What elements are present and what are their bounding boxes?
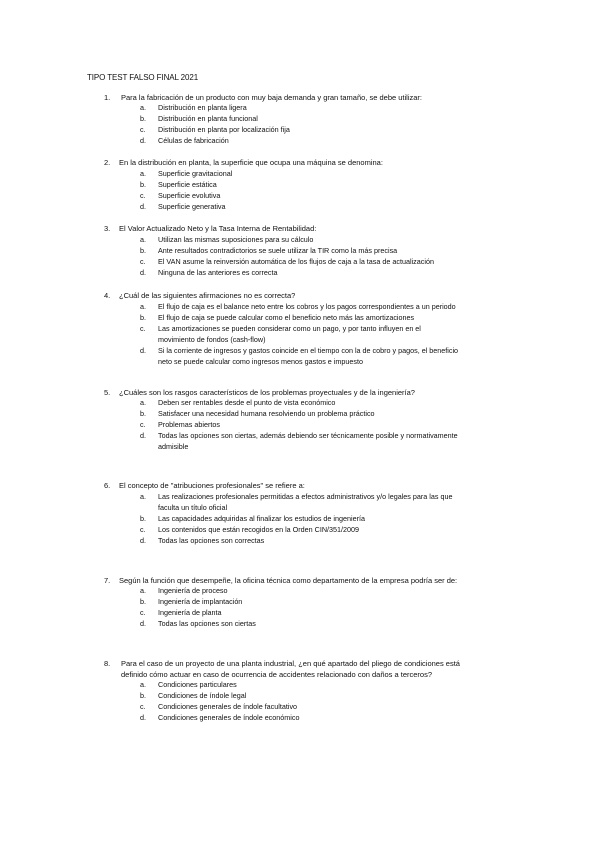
option-letter: d. bbox=[140, 202, 146, 211]
option-letter: b. bbox=[140, 691, 146, 700]
option-text: Si la corriente de ingresos y gastos coincide en el tiempo con la de cobro y pagos, el beneficio bbox=[158, 346, 459, 355]
option-letter: c. bbox=[140, 420, 146, 429]
option-letter: a. bbox=[140, 586, 146, 595]
option-text: Distribución en planta funcional bbox=[158, 114, 258, 123]
option-letter: b. bbox=[140, 597, 146, 606]
option-letter: d. bbox=[140, 713, 146, 722]
option-text: Células de fabricación bbox=[158, 136, 229, 145]
option-text: Todas las opciones son ciertas, además debiendo ser técnicamente posible y normativamente bbox=[158, 431, 458, 440]
option-letter: b. bbox=[140, 514, 146, 523]
option-text: Deben ser rentables desde el punto de vista económico bbox=[158, 398, 336, 407]
option-text: Ante resultados contradictorios se suele utilizar la TIR como la más precisa bbox=[158, 246, 398, 255]
option-letter: a. bbox=[140, 103, 146, 112]
option-text: Los contenidos que están recogidos en la Orden CIN/351/2009 bbox=[158, 525, 359, 534]
question-number: 2. bbox=[104, 158, 111, 167]
option-text: El VAN asume la reinversión automática de los flujos de caja a la tasa de actualización bbox=[158, 257, 434, 266]
option-letter: d. bbox=[140, 536, 146, 545]
option-text: Satisfacer una necesidad humana resolviendo un problema práctico bbox=[158, 409, 375, 418]
option-text: El flujo de caja se puede calcular como el beneficio neto más las amortizaciones bbox=[158, 313, 415, 322]
option-text: Condiciones particulares bbox=[158, 680, 237, 689]
question-text: En la distribución en planta, la superficie que ocupa una máquina se denomina: bbox=[119, 158, 383, 167]
option-text-continued: movimiento de fondos (cash-flow) bbox=[158, 335, 266, 344]
question-text: Para la fabricación de un producto con muy baja demanda y gran tamaño, se debe utilizar: bbox=[121, 93, 423, 102]
question-number: 5. bbox=[104, 388, 111, 397]
option-text: Superficie gravitacional bbox=[158, 169, 233, 178]
option-text: Ingeniería de proceso bbox=[158, 586, 228, 595]
option-text-continued: neto se puede calcular como ingresos menos gastos e impuesto bbox=[158, 357, 363, 366]
option-text: Las amortizaciones se pueden considerar como un pago, y por tanto influyen en el bbox=[158, 324, 421, 333]
option-letter: d. bbox=[140, 431, 146, 440]
option-text: Utilizan las mismas suposiciones para su cálculo bbox=[158, 235, 314, 244]
option-text: Las capacidades adquiridas al finalizar los estudios de ingeniería bbox=[158, 514, 365, 523]
option-letter: c. bbox=[140, 191, 146, 200]
option-letter: c. bbox=[140, 702, 146, 711]
option-letter: d. bbox=[140, 346, 146, 355]
option-letter: c. bbox=[140, 125, 146, 134]
option-text: Superficie estática bbox=[158, 180, 217, 189]
option-text: Distribución en planta ligera bbox=[158, 103, 247, 112]
option-letter: a. bbox=[140, 235, 146, 244]
question-text: El Valor Actualizado Neto y la Tasa Interna de Rentabilidad: bbox=[119, 224, 317, 233]
option-letter: c. bbox=[140, 608, 146, 617]
option-letter: c. bbox=[140, 257, 146, 266]
option-letter: a. bbox=[140, 169, 146, 178]
option-text: Superficie generativa bbox=[158, 202, 226, 211]
option-text: Ingeniería de implantación bbox=[158, 597, 243, 606]
option-text: Ninguna de las anteriores es correcta bbox=[158, 268, 278, 277]
option-letter: a. bbox=[140, 680, 146, 689]
question-number: 6. bbox=[104, 481, 111, 490]
option-text: Todas las opciones son correctas bbox=[158, 536, 265, 545]
question-text: El concepto de "atribuciones profesionales" se refiere a: bbox=[119, 481, 305, 490]
option-letter: b. bbox=[140, 313, 146, 322]
option-text: Condiciones de índole legal bbox=[158, 691, 247, 700]
option-text: Condiciones generales de índole económico bbox=[158, 713, 300, 722]
option-letter: d. bbox=[140, 619, 146, 628]
option-text-continued: faculta un título oficial bbox=[158, 503, 228, 512]
option-letter: c. bbox=[140, 324, 146, 333]
question-text: ¿Cuál de las siguientes afirmaciones no es correcta? bbox=[119, 291, 296, 300]
document-title: TIPO TEST FALSO FINAL 2021 bbox=[87, 73, 199, 82]
option-text: Superficie evolutiva bbox=[158, 191, 221, 200]
question-text: ¿Cuáles son los rasgos característicos de los problemas proyectuales y de la ingeniería? bbox=[119, 388, 415, 397]
option-text: Todas las opciones son ciertas bbox=[158, 619, 256, 628]
option-text: El flujo de caja es el balance neto entre los cobros y los pagos correspondientes a un periodo bbox=[158, 302, 456, 311]
option-letter: b. bbox=[140, 409, 146, 418]
option-letter: a. bbox=[140, 398, 146, 407]
option-letter: b. bbox=[140, 180, 146, 189]
option-letter: a. bbox=[140, 302, 146, 311]
option-letter: b. bbox=[140, 246, 146, 255]
option-text-continued: admisible bbox=[158, 442, 189, 451]
question-number: 1. bbox=[104, 93, 111, 102]
question-number: 3. bbox=[104, 224, 111, 233]
option-text: Las realizaciones profesionales permitidas a efectos administrativos y/o legales para las que bbox=[158, 492, 453, 501]
option-text: Condiciones generales de índole facultativo bbox=[158, 702, 298, 711]
option-text: Distribución en planta por localización fija bbox=[158, 125, 290, 134]
option-text: Ingeniería de planta bbox=[158, 608, 222, 617]
option-letter: c. bbox=[140, 525, 146, 534]
question-number: 4. bbox=[104, 291, 111, 300]
question-text-continued: definido cómo actuar en caso de ocurrencia de accidentes relacionado con daños a terceros? bbox=[121, 670, 433, 679]
question-text: Para el caso de un proyecto de una planta industrial, ¿en qué apartado del pliego de condiciones está bbox=[121, 659, 460, 668]
option-letter: d. bbox=[140, 136, 146, 145]
option-letter: a. bbox=[140, 492, 146, 501]
option-letter: b. bbox=[140, 114, 146, 123]
option-letter: d. bbox=[140, 268, 146, 277]
question-number: 8. bbox=[104, 659, 111, 668]
question-number: 7. bbox=[104, 576, 111, 585]
option-text: Problemas abiertos bbox=[158, 420, 220, 429]
question-text: Según la función que desempeñe, la oficina técnica como departamento de la empresa podría ser de: bbox=[119, 576, 458, 585]
